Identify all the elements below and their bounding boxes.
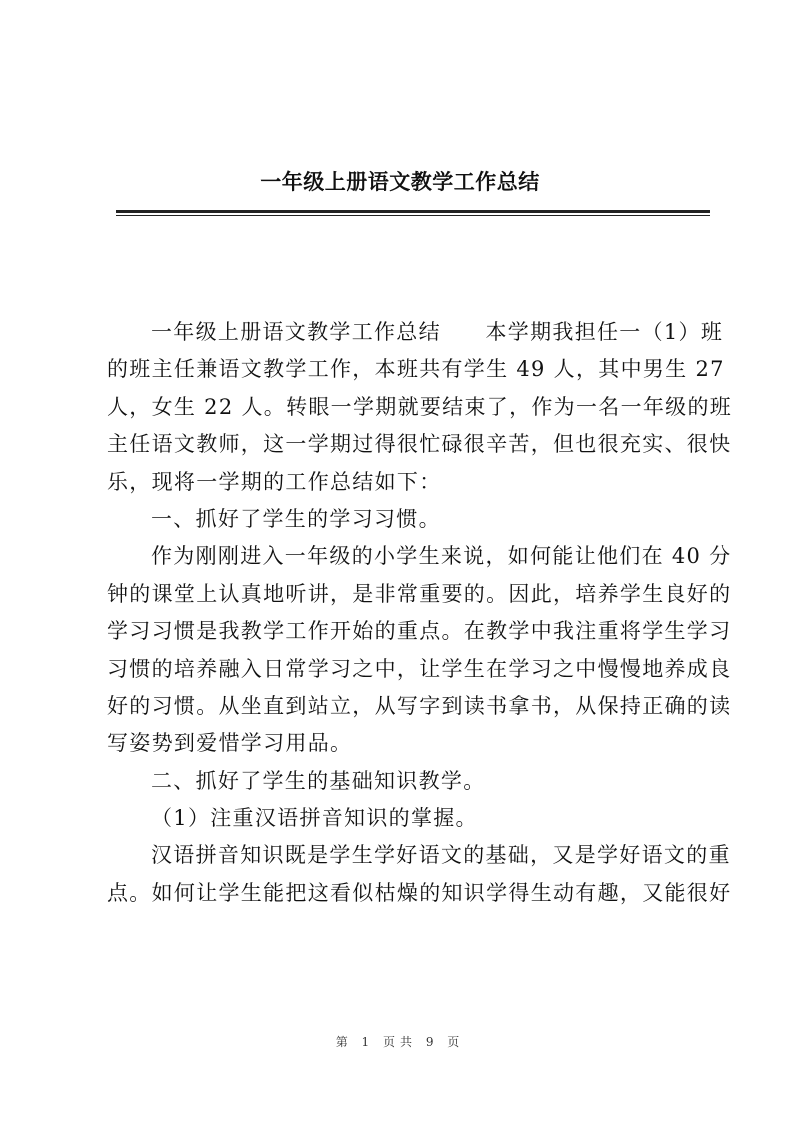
paragraph-line: 学习习惯是我教学工作开始的重点。在教学中我注重将学生学习 <box>107 619 732 644</box>
paragraph-line: 人，女生 22 人。转眼一学期就要结束了，作为一名一年级的班 <box>107 394 733 419</box>
paragraph-line: 好的习惯。从坐直到站立，从写字到读书拿书，从保持正确的读 <box>107 693 732 718</box>
page-number: 第 1 页共 9 页 <box>335 1035 465 1049</box>
paragraph-line: 作为刚刚进入一年级的小学生来说，如何能让他们在 40 分 <box>151 544 732 569</box>
paragraph-line: 钟的课堂上认真地听讲，是非常重要的。因此，培养学生良好的 <box>107 581 732 606</box>
section-heading: 一、抓好了学生的学习习惯。 <box>151 506 441 531</box>
title-rule-thick <box>116 210 710 213</box>
paragraph-line: 写姿势到爱惜学习用品。 <box>107 731 353 756</box>
paragraph-line: 的班主任兼语文教学工作，本班共有学生 49 人，其中男生 27 <box>107 357 725 382</box>
paragraph-line: 乐，现将一学期的工作总结如下： <box>107 469 442 494</box>
document-body <box>107 314 733 912</box>
document-title: 一年级上册语文教学工作总结 <box>260 170 540 194</box>
paragraph-line: 点。如何让学生能把这看似枯燥的知识学得生动有趣，又能很好 <box>107 880 732 905</box>
subsection-heading: （1）注重汉语拼音知识的掌握。 <box>151 806 478 831</box>
paragraph-line: 主任语文教师，这一学期过得很忙碌很辛苦，但也很充实、很快 <box>107 432 732 457</box>
paragraph-line: 一年级上册语文教学工作总结 本学期我担任一（1）班 <box>151 320 724 344</box>
paragraph-line: 汉语拼音知识既是学生学好语文的基础，又是学好语文的重 <box>151 843 731 868</box>
section-heading: 二、抓好了学生的基础知识教学。 <box>151 768 486 793</box>
paragraph-line: 习惯的培养融入日常学习之中，让学生在学习之中慢慢地养成良 <box>107 656 732 681</box>
title-rule-thin <box>116 215 710 216</box>
